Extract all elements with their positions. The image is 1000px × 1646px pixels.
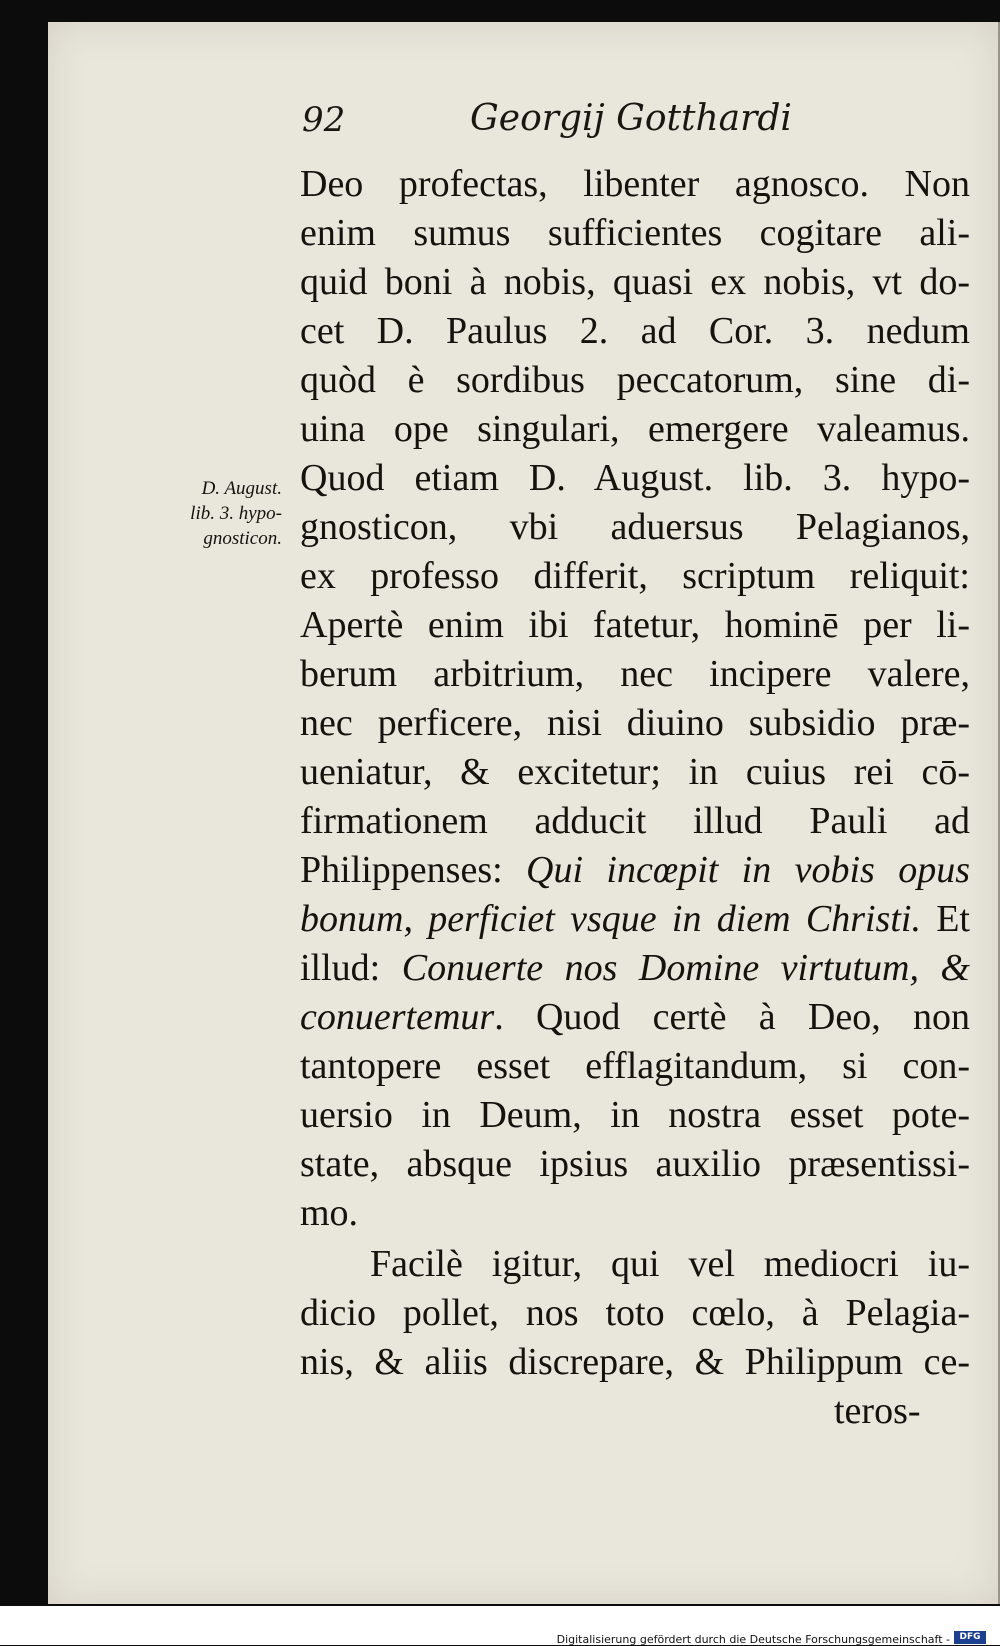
text-line: uersio in Deum, in nostra esset pote- — [300, 1094, 970, 1136]
text-roman: Et — [920, 898, 970, 940]
text-line: dicio pollet, nos toto cœlo, à Pelagia- — [300, 1292, 970, 1334]
dfg-logo: DFG — [954, 1631, 986, 1644]
text-line — [300, 993, 970, 1041]
margin-note-line: D. August. — [201, 478, 282, 499]
text-line: ueniatur, & excitetur; in cuius rei cō- — [300, 751, 970, 793]
text-line: quid boni à nobis, quasi ex nobis, vt do- — [300, 261, 970, 303]
quotation-italic: bonum, perficiet vsque in diem Christi. — [300, 898, 921, 940]
text-line: ex professo differit, scriptum reliquit: — [300, 555, 970, 597]
text-line: gnosticon, vbi aduersus Pelagianos, — [300, 506, 970, 548]
text-line: nis, & aliis discrepare, & Philippum ce- — [300, 1341, 970, 1383]
text-line: mo. — [300, 1192, 359, 1234]
margin-note-line: lib. 3. hypo- — [190, 503, 282, 524]
text-line: quòd è sordibus peccatorum, sine di- — [300, 359, 970, 401]
text-line: uina ope singulari, emergere valeamus. — [300, 408, 970, 450]
text-line: berum arbitrium, nec incipere valere, — [300, 653, 970, 695]
text-line: nec perficere, nisi diuino subsidio præ- — [300, 702, 970, 744]
quotation-italic: Qui incœpit in vobis opus — [526, 849, 970, 891]
quotation-italic: Conuerte nos Domine virtutum, & — [401, 947, 970, 989]
text-line: state, absque ipsius auxilio præsentissi- — [300, 1143, 970, 1185]
text-line: Quod etiam D. August. lib. 3. hypo- — [300, 457, 970, 499]
text-line: Apertè enim ibi fatetur, hominē per li- — [300, 604, 970, 646]
paragraph-start-line: Facilè igitur, qui vel mediocri iu- — [370, 1243, 970, 1285]
text-line — [300, 895, 970, 943]
digitization-credit: Digitalisierung gefördert durch die Deutsche Forschungsgemeinschaft - — [556, 1633, 950, 1646]
text-line: enim sumus sufficientes cogitare ali- — [300, 212, 970, 254]
text-line: cet D. Paulus 2. ad Cor. 3. nedum — [300, 310, 970, 352]
quotation-italic: conuertemur — [300, 996, 495, 1038]
text-line — [300, 944, 970, 992]
text-roman: illud: — [300, 947, 402, 989]
text-roman: . Quod certè à Deo, non — [494, 996, 970, 1038]
margin-note — [150, 476, 282, 551]
text-line: Deo profectas, libenter agnosco. Non — [300, 163, 970, 205]
text-line — [300, 846, 970, 894]
catchword: teros- — [834, 1390, 921, 1432]
running-title: Georgij Gotthardi — [470, 98, 792, 139]
margin-note-line: gnosticon. — [203, 528, 282, 549]
text-roman: Philippenses: — [300, 849, 527, 891]
text-line: tantopere esset efflagitandum, si con- — [300, 1045, 970, 1087]
page-number: 92 — [302, 100, 346, 140]
text-line: firmationem adducit illud Pauli ad — [300, 800, 970, 842]
